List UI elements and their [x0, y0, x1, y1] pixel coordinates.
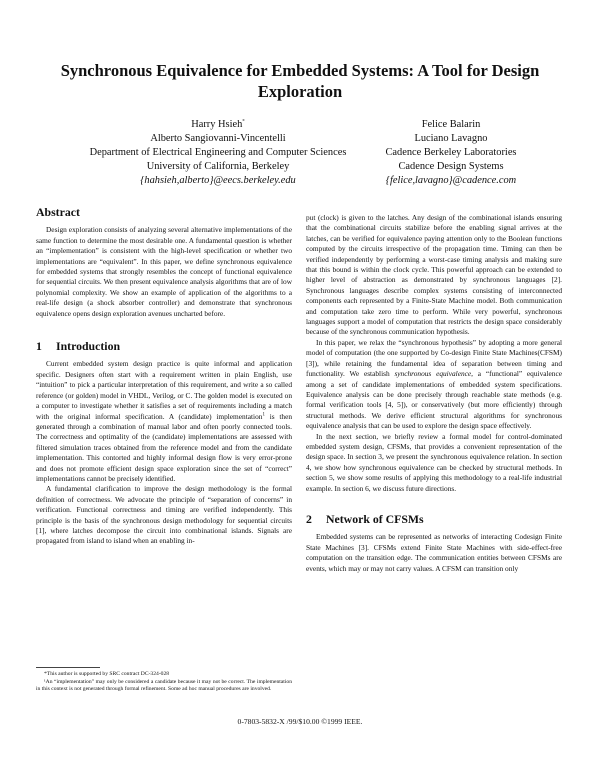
copyright-line: 0-7803-5832-X /99/$10.00 ©1999 IEEE.	[237, 717, 363, 726]
author-name-sangiovanni: Alberto Sangiovanni-Vincentelli	[150, 133, 286, 144]
cfsm-heading	[306, 511, 562, 526]
author-university: University of California, Berkeley	[146, 161, 290, 172]
section-title: Introduction	[56, 339, 121, 354]
section-number: 2	[306, 511, 312, 526]
paper-title: Synchronous Equivalence for Embedded Systems: A Tool for Design Exploration	[60, 61, 540, 101]
section-number: 1	[36, 339, 42, 354]
author-department: Department of Electrical Engineering and Computer Sciences	[89, 147, 347, 158]
author-name-hsieh: Harry Hsieh*	[191, 119, 245, 130]
introduction-heading	[36, 339, 292, 354]
abstract-heading: Abstract	[36, 205, 80, 219]
footnote-rule	[36, 667, 100, 668]
author-email-right: {felice,lavagno}@cadence.com	[385, 175, 517, 186]
author-email-left: {hahsieh,alberto}@eecs.berkeley.edu	[140, 175, 296, 186]
intro-paragraph-1: Current embedded system design practice is quite informal and application specific. Designers often start with a requirement written in plain English, use “intuition” to pick a particular interpretation of this requirement, and write a so called reference (or golden) model in VHDL, Verilog, or C. The golden model is executed on a computer to investigate whether it satisfies a set of requirements including a match with the original informal specification. A (candidate) implementation$^1$ is then generated through a combination of manual labor and often poorly connected tools. The correctness and optimality of the (candidate) implementations are assessed with filtered simulation traces obtained from the reference model and from the candidate implementation. This contorted and highly informal design flow is very error-prone and does not promote efficient design space exploration since the set of “correct” implementations cannot be precisely identified.	[36, 359, 292, 483]
right-paragraph-2: In this paper, we relax the “synchronous hypothesis” by adopting a more general model of computation (the one supported by Co-design Finite State Machines(CFSM) [3]), while retaining the fundamental idea of separation between timing and functionality. We establish synchronous equivalence, a “functional” equivalence among a set of candidate implementations of embedded system specifications. Equivalence analysis can be done precisely through reachable state methods (e.g. formal verification tools [4, 5]), or conservatively (but more efficiently) through structural methods. We derive efficient structural algorithms for synchronous equivalence analysis that can be used to explore the design space effectively.	[306, 337, 562, 431]
author-name-lavagno: Luciano Lavagno	[414, 133, 488, 144]
author-company: Cadence Design Systems	[398, 161, 504, 172]
left-column	[36, 207, 292, 547]
emphasis-term: synchronous equivalence	[394, 369, 472, 379]
footnote-1: *This author is supported by SRC contract DC-324-028	[44, 671, 170, 677]
author-lab: Cadence Berkeley Laboratories	[385, 147, 517, 158]
author-affiliation-right	[370, 118, 532, 188]
right-paragraph-1: put (clock) is given to the latches. Any design of the combinational islands ensuring that the combinational circuits stabilize before the enabling signal arrives at the latches, can be verified for equivalence paying attention only to the Boolean functions computed by the circuits irrespective of the propagation time. Timing can then be verified independently by performing a worst-case timing analysis and making sure that this bound is within the clock cycle. This powerful approach can be extended to higher level of abstraction as demonstrated by synchronous languages [2]. Synchronous languages describe complex systems consisting of interconnected components each represented by a Finite-State Machine model. Both communication and computation take zero time to perform. While very powerful, synchronous languages support a model of computation that restricts the design space considerably because of the synchronous communication hypothesis.	[306, 213, 562, 337]
footnotes	[36, 667, 292, 694]
footnote-2: ¹An “implementation” may only be considered a candidate because it may not be correct. The implementation in this context is not generated through formal refinement. Some ad hoc manual procedures are involved.	[36, 678, 292, 693]
abstract-text: Design exploration consists of analyzing several alternative implementations of the same function to determine the most desirable one. A fundamental question is whether an “implementation” is consistent with the high-level specification or whether two implementations are “equivalent”. In this paper, we define synchronous equivalence for embedded systems that strongly resembles the concept of functional equivalence for sequential circuits. We then present equivalence analysis algorithms that are of low polynomial complexity. We show an example of application of the algorithms to a real-life design (a shock absorber controller) and demonstrate that synchronous equivalence opens design exploration avenues uncharted before.	[36, 225, 292, 318]
right-column	[306, 213, 562, 574]
author-affiliation-left	[72, 118, 364, 188]
right-paragraph-3: In the next section, we briefly review a formal model for control-dominated embedded system design, CFSMs, that provides a convenient representation of the design space. In section 3, we present the synchronous equivalence relation. In section 4, we show how synchronous equivalence can be checked by structural methods. In section 5, we show some results of applying this methodology to a real-life industrial example. In section 6, we discuss future directions.	[306, 431, 562, 493]
footnote-mark: 1	[262, 412, 265, 418]
section-title: Network of CFSMs	[326, 511, 424, 526]
author-name-balarin: Felice Balarin	[421, 119, 481, 130]
cfsm-paragraph-1: Embedded systems can be represented as networks of interacting Codesign Finite State Machines [3]. CFSMs extend Finite State Machines with side-effect-free computation on the transition edge. The communication entities between CFSMs are events, which may or may not carry values. A CFSM can transition only	[306, 532, 562, 573]
intro-paragraph-2: A fundamental clarification to improve the design methodology is the formal definition of correctness. We advocate the principle of “separation of concerns” in verification. Functional correctness and timing are verified independently. This principle is the basis of the synchronous design methodology for sequential circuits [1], where latches decompose the circuit into combinational islands. Signals are propagated from island to island when an enabling in-	[36, 484, 292, 546]
